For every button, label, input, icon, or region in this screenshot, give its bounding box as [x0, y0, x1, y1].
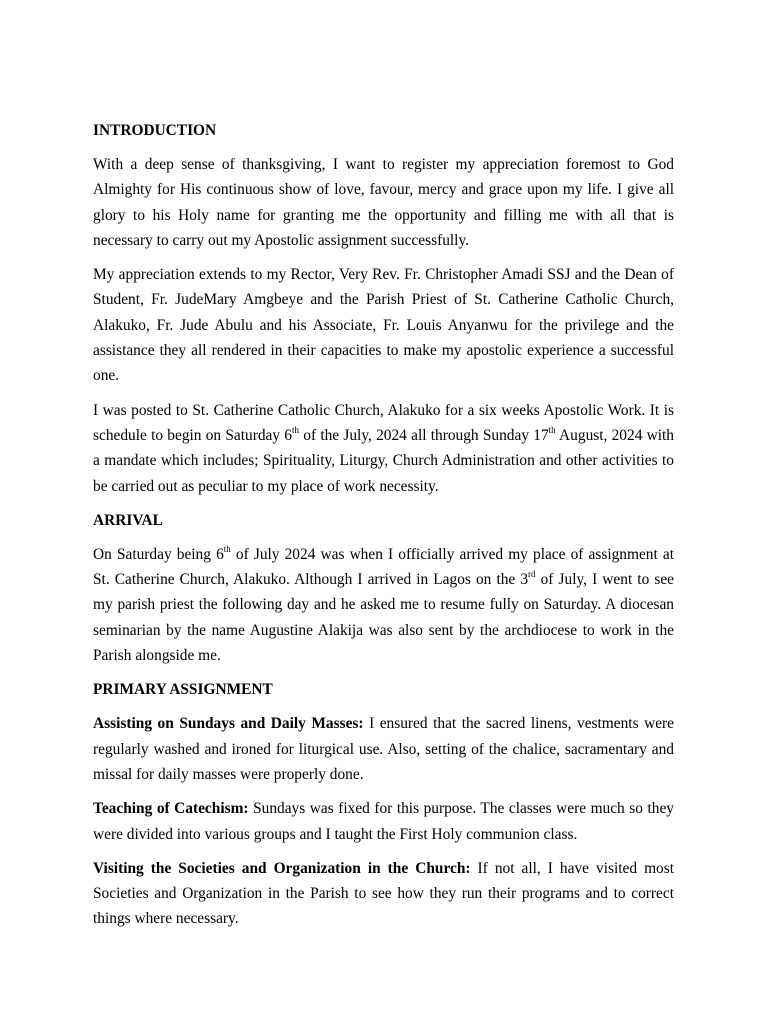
- assignment-item-masses: [93, 711, 674, 787]
- arrival-text-c: of July, I went to see my parish priest the following day and he asked me to resume fully on Saturday. A diocesan seminarian by the name Augustine Alakija was also sent by the archdiocese to work in the Parish alongside me.: [93, 571, 675, 665]
- heading-primary-assignment: PRIMARY ASSIGNMENT: [93, 681, 273, 699]
- arrival-text-a: On Saturday being 6: [93, 545, 224, 563]
- assignment-item-masses-text: I ensured that the sacred linens, vestments were regularly washed and ironed for liturgical use. Also, setting of the chalice, sacramentary and missal for daily masses were properly done.: [93, 715, 674, 783]
- assignment-item-catechism-text: Sundays was fixed for this purpose. The classes were much so they were divided into various groups and I taught the First Holy communion class.: [93, 800, 674, 843]
- heading-introduction: INTRODUCTION: [93, 122, 217, 139]
- intro-p3-text-c: August, 2024 with a mandate which includes; Spirituality, Liturgy, Church Administration and other activities to be carried out as peculiar to my place of work necessity.: [93, 426, 674, 495]
- arrival-sup-1: th: [223, 543, 231, 554]
- assignment-item-societies: [93, 856, 674, 932]
- intro-p3-sup-1: th: [292, 424, 300, 435]
- heading-arrival: ARRIVAL: [93, 511, 163, 529]
- intro-p3-text-a: I was posted to St. Catherine Catholic Church, Alakuko for a six weeks Apostolic Work. It is schedule to begin on Saturday 6: [93, 401, 674, 444]
- assignment-item-societies-lead: Visiting the Societies and Organization in the Church:: [93, 859, 471, 877]
- arrival-text-b: of July 2024 was when I officially arrived my place of assignment at St. Catherine Church, Alakuko. Although I arrived in Lagos on the 3: [93, 545, 674, 589]
- intro-p3-text-b: of the July, 2024 all through Sunday 17: [299, 426, 549, 444]
- arrival-paragraph: [93, 542, 674, 668]
- intro-paragraph-3: [93, 398, 674, 499]
- arrival-sup-2: rd: [528, 569, 536, 580]
- assignment-item-societies-text: If not all, I have visited most Societies and Organization in the Parish to see how they run their programs and to correct things where necessary.: [93, 859, 674, 928]
- assignment-item-masses-lead: Assisting on Sundays and Daily Masses:: [93, 715, 364, 733]
- document-page: [93, 118, 674, 932]
- assignment-item-catechism-lead: Teaching of Catechism:: [93, 800, 249, 818]
- intro-paragraph-2: My appreciation extends to my Rector, Very Rev. Fr. Christopher Amadi SSJ and the Dean of Student, Fr. JudeMary Amgbeye and the Parish Priest of St. Catherine Catholic Church, Alakuko, Fr. Jude Abulu and his Associate, Fr. Louis Anyanwu for the privilege and the assistance they all rendered in their capacities to make my apostolic experience a successful one.: [93, 266, 674, 385]
- assignment-item-catechism: [93, 796, 674, 847]
- intro-p3-sup-2: th: [548, 424, 556, 435]
- intro-paragraph-1: With a deep sense of thanksgiving, I want to register my appreciation foremost to God Almighty for His continuous show of love, favour, mercy and grace upon my life. I give all glory to his Holy name for granting me the opportunity and filling me with all that is necessary to carry out my Apostolic assignment successfully.: [93, 156, 674, 249]
